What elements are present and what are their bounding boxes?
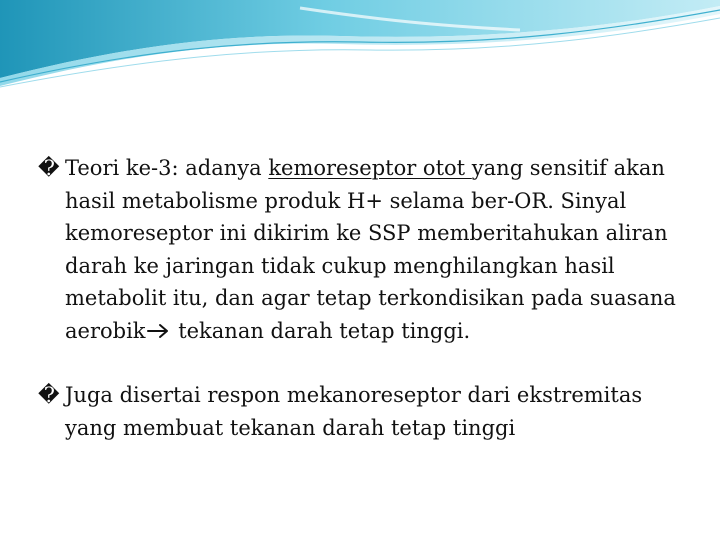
slide-body (38, 152, 688, 444)
paragraph1-part3: tekanan darah tetap tinggi. (171, 318, 471, 343)
paragraph1-part2: yang sensitif akan hasil metabolisme produk H+ selama ber-OR. Sinyal kemoreseptor ini dikirim ke SSP memberitahukan aliran darah ke jaringan tidak cukup menghilangkan hasil metabolit itu, dan agar tetap terkondisikan pada suasana aerobik (65, 156, 676, 343)
paragraph-mekanoreseptor (38, 379, 688, 444)
paragraph1-part1: Teori ke-3: adanya (65, 156, 269, 180)
bullet-glyph: � (38, 383, 60, 407)
header-wave-decoration (0, 0, 720, 90)
paragraph2-text: Juga disertai respon mekanoreseptor dari ekstremitas yang membuat tekanan darah tetap tinggi (65, 383, 643, 440)
underlined-term: kemoreseptor otot (268, 156, 472, 180)
bullet-glyph: � (38, 156, 60, 180)
paragraph-teori-3 (38, 152, 688, 347)
right-arrow-icon (146, 322, 172, 340)
